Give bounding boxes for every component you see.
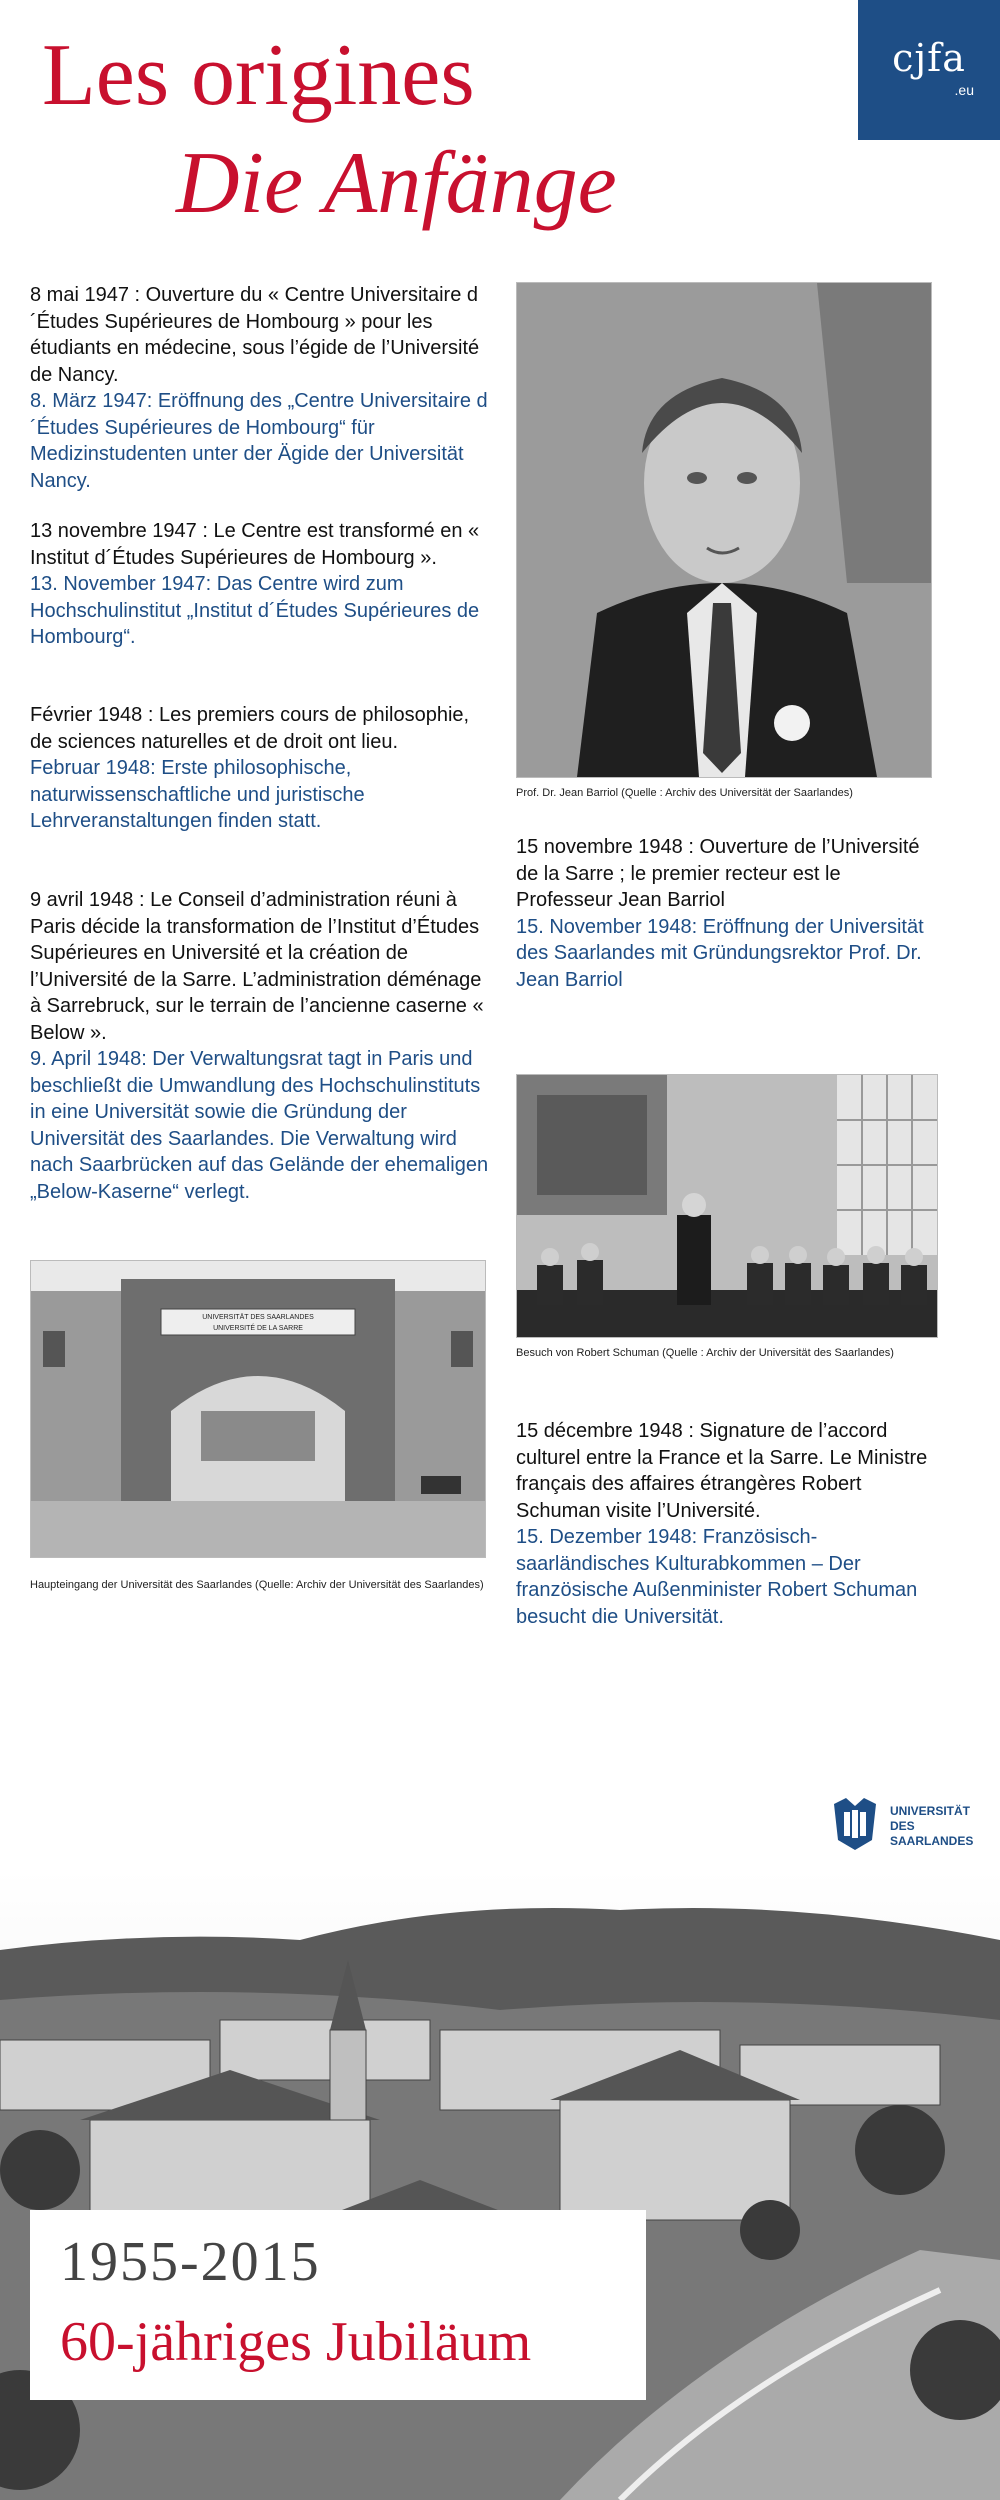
schuman-visit-photo (516, 1074, 938, 1338)
gate-sign-line2: UNIVERSITÉ DE LA SARRE (213, 1325, 303, 1332)
cjfa-logo[interactable] (858, 0, 1000, 140)
text-de: 15. November 1948: Eröffnung der Universität des Saarlandes mit Gründungsrektor Prof. Dr. Jean Barriol (516, 915, 924, 991)
timeline-block-may-1947 (30, 282, 490, 494)
university-name-line3: SAARLANDES (890, 1834, 974, 1848)
gate-photo-caption: Haupteingang der Universität des Saarlandes (Quelle: Archiv der Universität des Saarlandes) (30, 1579, 484, 1591)
text-fr: 13 novembre 1947 : Le Centre est transformé en « Institut d´Études Supérieures de Hombourg ». (30, 520, 480, 569)
text-fr: Février 1948 : Les premiers cours de philosophie, de sciences naturelles et de droit ont lieu. (30, 704, 470, 753)
schuman-photo-caption: Besuch von Robert Schuman (Quelle : Archiv der Universität des Saarlandes) (516, 1347, 894, 1359)
page-title-fr: Les origines (42, 27, 475, 124)
text-fr: 15 novembre 1948 : Ouverture de l’Université de la Sarre ; le premier recteur est le Professeur Jean Barriol (516, 836, 920, 911)
timeline-block-nov-1948 (516, 834, 930, 993)
anniversary-banner (30, 2210, 646, 2400)
text-fr: 9 avril 1948 : Le Conseil d’administration réuni à Paris décide la transformation de l’Institut d’Études Supérieures en Université et la création de l’Université de la Sarre. L’administration déménage à Sarrebruck, sur le terrain de l’ancienne caserne « Below ». (30, 889, 484, 1044)
text-de: 9. April 1948: Der Verwaltungsrat tagt in Paris und beschließt die Umwandlung des Hochschulinstituts in eine Universität sowie die Gründung der Universität des Saarlandes. Die Verwaltung wird nach Saarbrücken auf das Gelände der ehemaligen „Below-Kaserne“ verlegt. (30, 1048, 489, 1203)
text-de: 8. März 1947: Eröffnung des „Centre Universitaire d´Études Supérieures de Hombourg“ für Medizinstudenten unter der Ägide der Universität Nancy. (30, 390, 488, 492)
main-gate-photo (30, 1260, 486, 1558)
university-name-line1: UNIVERSITÄT (890, 1804, 971, 1818)
text-de: Februar 1948: Erste philosophische, naturwissenschaftliche und juristische Lehrveranstaltungen finden statt. (30, 757, 365, 832)
main-gate-illustration (31, 1261, 485, 1557)
logo-name: cjfa (892, 36, 966, 80)
campus-panorama-illustration (0, 1870, 1000, 2500)
text-fr: 15 décembre 1948 : Signature de l’accord culturel entre la France et la Sarre. Le Ministre français des affaires étrangères Robert Schuman visite l’Université. (516, 1420, 928, 1522)
timeline-block-apr-1948 (30, 887, 490, 1205)
text-de: 15. Dezember 1948: Französisch-saarländisches Kulturabkommen – Der französische Außenminister Robert Schuman besucht die Universität. (516, 1526, 918, 1628)
barriol-photo-caption: Prof. Dr. Jean Barriol (Quelle : Archiv des Universität der Saarlandes) (516, 787, 853, 799)
barriol-portrait-photo (516, 282, 932, 778)
logo-domain: .eu (954, 82, 974, 98)
university-logo[interactable] (828, 1794, 988, 1856)
campus-panorama-photo (0, 1870, 1000, 2500)
university-eagle-icon (828, 1794, 882, 1852)
page-title-de: Die Anfänge (176, 135, 617, 232)
text-de: 13. November 1947: Das Centre wird zum Hochschulinstitut „Institut d´Études Supérieures de Hombourg“. (30, 573, 480, 648)
barriol-portrait (517, 283, 931, 777)
anniversary-years: 1955-2015 (60, 2231, 321, 2293)
university-name-line2: DES (890, 1819, 915, 1833)
gate-sign-line1: UNIVERSITÄT DES SAARLANDES (202, 1314, 314, 1321)
schuman-visit-illustration (517, 1075, 937, 1337)
timeline-block-feb-1948 (30, 702, 490, 835)
text-fr: 8 mai 1947 : Ouverture du « Centre Universitaire d´Études Supérieures de Hombourg » pour les étudiants en médecine, sous l’égide de l’Université de Nancy. (30, 284, 480, 386)
timeline-block-nov-1947 (30, 518, 490, 651)
anniversary-title: 60-jähriges Jubiläum (60, 2311, 532, 2373)
timeline-block-dec-1948 (516, 1418, 930, 1630)
